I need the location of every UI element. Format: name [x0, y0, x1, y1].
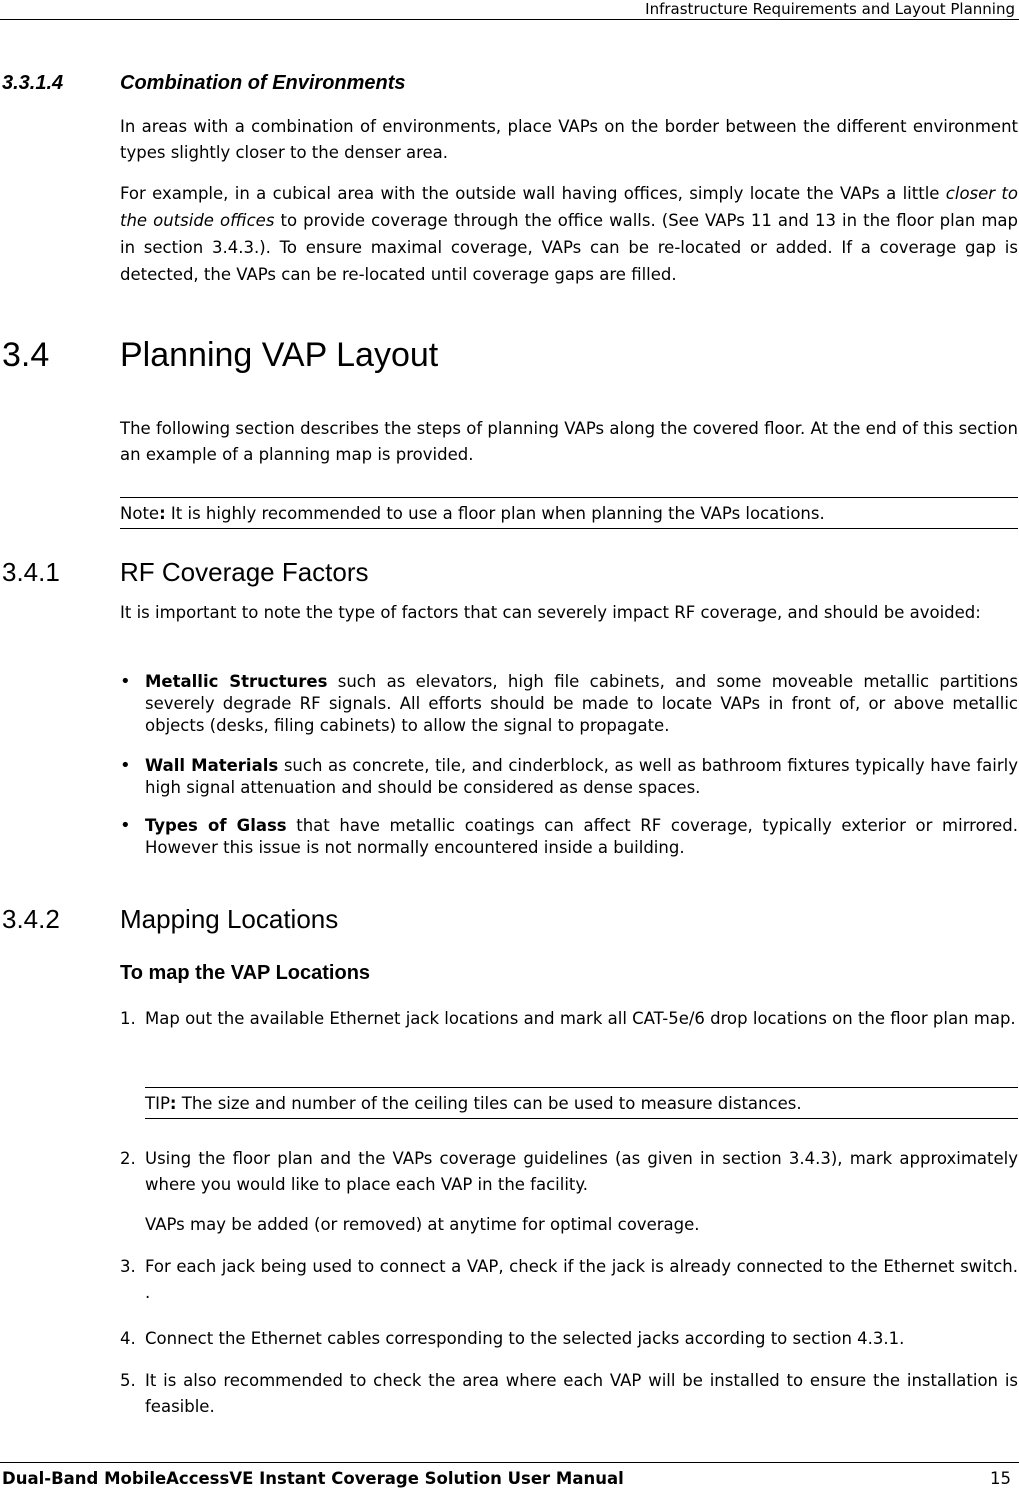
bullet-text	[145, 671, 1018, 737]
heading-number: 3.4	[2, 336, 50, 374]
list-item	[120, 1326, 1018, 1352]
bullet-icon: •	[120, 671, 131, 692]
list-item	[120, 755, 1018, 799]
step-text: For each jack being used to connect a VAP, check if the jack is already connected to the Ethernet switch. .	[145, 1257, 1018, 1302]
heading-3-4-2	[2, 904, 338, 935]
procedure-title: To map the VAP Locations	[120, 962, 371, 984]
tip-label: TIP	[145, 1094, 170, 1113]
note-label: Note	[120, 504, 160, 523]
step-number: 4.	[120, 1329, 136, 1348]
tip-box	[145, 1087, 1018, 1119]
list-item	[120, 1006, 1018, 1032]
heading-3-4	[2, 336, 438, 375]
step-text: Map out the available Ethernet jack locations and mark all CAT-5e/6 drop locations on the floor plan map.	[145, 1009, 1016, 1028]
bullet-description: such as concrete, tile, and cinderblock, as well as bathroom fixtures typically have fairly high signal attenuation and should be considered as dense spaces.	[145, 756, 1018, 797]
heading-title: RF Coverage Factors	[120, 557, 369, 587]
step-number: 5.	[120, 1371, 136, 1390]
bullet-text	[145, 815, 1018, 859]
bullet-term: Types of Glass	[145, 816, 287, 835]
running-header: Infrastructure Requirements and Layout Planning	[645, 0, 1015, 18]
list-item	[120, 671, 1018, 737]
heading-number: 3.3.1.4	[2, 72, 64, 94]
note-box	[120, 497, 1018, 529]
header-divider	[0, 19, 1019, 20]
bullet-icon: •	[120, 815, 131, 836]
paragraph-emphasis: closer to the outside offices	[120, 184, 1019, 230]
heading-3-4-1	[2, 557, 369, 588]
step-number: 2.	[120, 1149, 136, 1168]
tip-colon: :	[169, 1094, 177, 1113]
paragraph-planning-intro: The following section describes the steps of planning VAPs along the covered floor. At the end of this section an example of a planning map is provided.	[120, 419, 1018, 464]
list-item	[120, 1254, 1018, 1306]
step-text: Using the floor plan and the VAPs coverage guidelines (as given in section 3.4.3), mark approximately where you would like to place each VAP in the facility.	[145, 1149, 1018, 1194]
heading-title: Mapping Locations	[120, 904, 339, 934]
step-note: VAPs may be added (or removed) at anytime for optimal coverage.	[145, 1215, 700, 1234]
paragraph-rf-intro: It is important to note the type of factors that can severely impact RF coverage, and should be avoided:	[120, 603, 981, 622]
heading-title: Combination of Environments	[120, 72, 406, 94]
bullet-description: such as elevators, high file cabinets, and some moveable metallic partitions severely degrade RF signals. All efforts should be made to locate VAPs in front of, or above metallic objects (desks, filing cabinets) to allow the signal to propagate.	[145, 672, 1018, 735]
step-text: Connect the Ethernet cables corresponding to the selected jacks according to section 4.3.1.	[145, 1329, 905, 1348]
step-text: It is also recommended to check the area where each VAP will be installed to ensure the installation is feasible.	[145, 1371, 1018, 1416]
heading-title: Planning VAP Layout	[120, 336, 439, 374]
bullet-term: Wall Materials	[145, 756, 279, 775]
bullet-term: Metallic Structures	[145, 672, 328, 691]
bullet-description: that have metallic coatings can affect RF coverage, typically exterior or mirrored. However this issue is not normally encountered inside a building.	[145, 816, 1018, 857]
tip-text: The size and number of the ceiling tiles can be used to measure distances.	[176, 1094, 802, 1113]
heading-3-3-1-4	[2, 72, 406, 95]
bullet-text	[145, 755, 1018, 799]
note-colon: :	[159, 504, 166, 523]
list-item	[120, 1368, 1018, 1420]
heading-number: 3.4.2	[2, 904, 60, 934]
list-item	[120, 815, 1018, 859]
bullet-icon: •	[120, 755, 131, 776]
footer-divider	[0, 1462, 1019, 1463]
step-number: 3.	[120, 1257, 136, 1276]
footer-manual-title: Dual-Band MobileAccessVE Instant Coverage Solution User Manual	[2, 1469, 624, 1488]
paragraph-combination-1: In areas with a combination of environments, place VAPs on the border between the different environment types slightly closer to the denser area.	[120, 117, 1018, 162]
paragraph-text: to provide coverage through the office walls. (See VAPs 11 and 13 in the floor plan map in section 3.4.3.). To ensure maximal coverage, VAPs can be re-located or added. If a coverage gap is detected, the VAPs can be re-located until coverage gaps are filled.	[120, 211, 1019, 284]
note-text: It is highly recommended to use a floor plan when planning the VAPs locations.	[165, 504, 825, 523]
heading-number: 3.4.1	[2, 557, 60, 587]
paragraph-combination-2	[120, 180, 1018, 288]
step-number: 1.	[120, 1009, 136, 1028]
page-number: 15	[990, 1469, 1011, 1488]
list-item	[120, 1146, 1018, 1198]
paragraph-text: For example, in a cubical area with the outside wall having offices, simply locate the VAPs a little	[120, 184, 940, 203]
